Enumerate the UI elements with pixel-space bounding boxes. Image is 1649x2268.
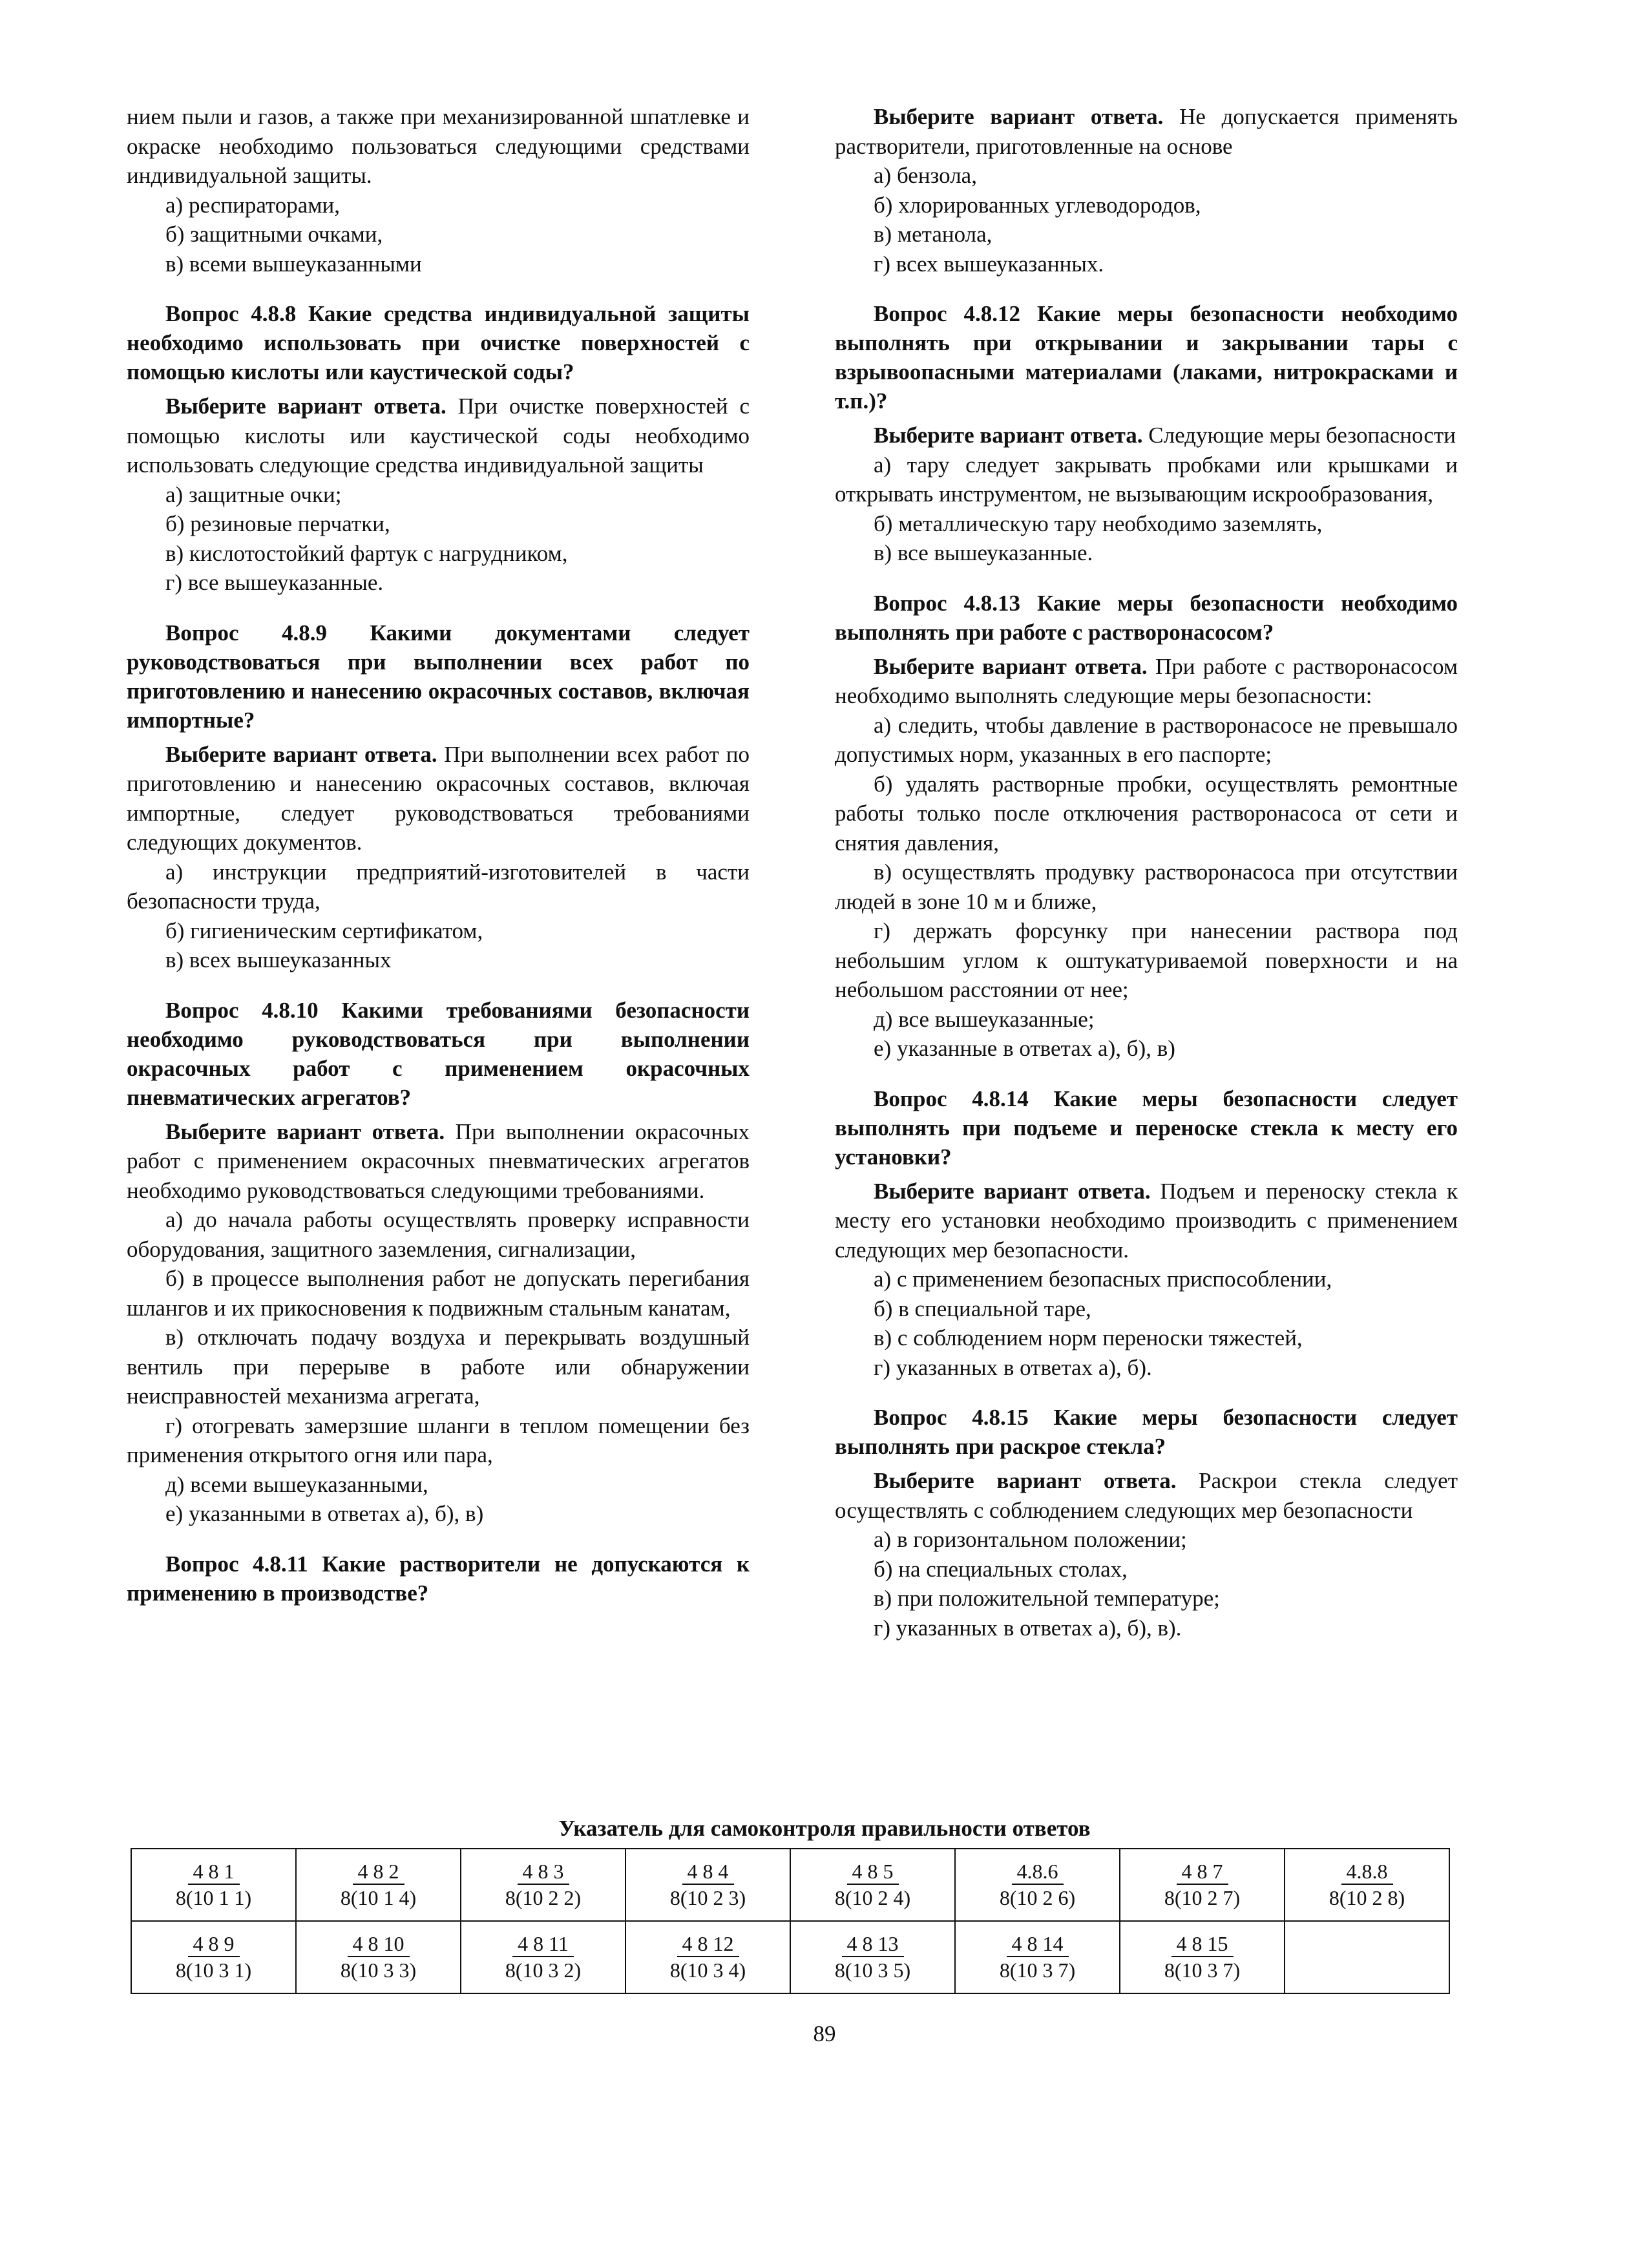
answer-paragraph — [835, 102, 1458, 161]
answer-text: При работе с растворонасосом необходимо выполнять следующие меры безопасности: — [835, 653, 1458, 708]
text-columns — [127, 102, 1458, 1643]
table-cell — [131, 1921, 296, 1993]
question-number: 4.8.8 — [1341, 1859, 1393, 1885]
table-cell — [1285, 1849, 1449, 1921]
question-number: 4 8 1 — [188, 1859, 240, 1885]
answer-option: д) всеми вышеуказанными, — [165, 1471, 428, 1497]
answer-lead: Выберите вариант ответа. — [874, 104, 1164, 129]
answer-option: в) отключать подачу воздуха и перекрывать воздушный вентиль при перерыве в работе или обнаружении неисправностей механизма агрегата, — [127, 1325, 750, 1409]
answer-option: г) указанных в ответах а), б), в). — [874, 1615, 1182, 1641]
page-number: 89 — [813, 2021, 836, 2046]
answer-option: а) тару следует закрывать пробками или крышками и открывать инструментом, не вызывающим искрообразования, — [835, 452, 1458, 507]
answer-lead: Выберите вариант ответа. — [874, 1468, 1177, 1493]
answer-text: Не допускается применять растворители, приготовленные на основе — [835, 104, 1458, 159]
paragraph: нием пыли и газов, а также при механизированной шпатлевке и окраске необходимо пользоваться следующими средствами индивидуальной защиты. — [127, 104, 750, 188]
reference: 8(10 2 2) — [505, 1886, 582, 1909]
answer-paragraph — [127, 740, 750, 857]
table-cell — [461, 1849, 625, 1921]
answer-option: г) указанных в ответах а), б). — [874, 1354, 1152, 1380]
reference: 8(10 1 1) — [175, 1886, 252, 1909]
question-heading: Вопрос 4.8.14 Какие меры безопасности следует выполнять при подъеме и переноске стекла к месту его установки? — [835, 1086, 1458, 1170]
answer-option: г) всех вышеуказанных. — [874, 251, 1104, 277]
answer-text: Следующие меры безопасности — [1142, 423, 1456, 448]
question-number: 4 8 10 — [348, 1931, 410, 1957]
question-number: 4 8 7 — [1177, 1859, 1228, 1885]
question-number: 4 8 3 — [518, 1859, 569, 1885]
answer-text: При выполнении всех работ по приготовлению и нанесению окрасочных составов, включая импортные, следует руководствоваться требованиями следующих документов. — [127, 741, 750, 855]
answer-lead: Выберите вариант ответа. — [874, 1178, 1151, 1204]
table-cell — [131, 1849, 296, 1921]
answer-lead: Выберите вариант ответа. — [874, 653, 1148, 679]
question-number: 4 8 15 — [1171, 1931, 1234, 1957]
table-cell — [461, 1921, 625, 1993]
reference: 8(10 3 7) — [999, 1958, 1076, 1982]
answer-option: а) в горизонтальном положении; — [874, 1527, 1187, 1552]
answer-option: б) резиновые перчатки, — [165, 511, 390, 536]
left-column — [127, 102, 750, 1643]
question-number: 4 8 13 — [842, 1931, 904, 1957]
table-cell — [296, 1921, 461, 1993]
answer-text: При очистке поверхностей с помощью кислоты или каустической соды необходимо использовать следующие средства индивидуальной защиты — [127, 394, 750, 478]
table-cell — [296, 1849, 461, 1921]
answer-option: а) следить, чтобы давление в растворонасосе не превышало допустимых норм, указанных в его паспорте; — [835, 712, 1458, 767]
answer-paragraph — [835, 652, 1458, 711]
reference: 8(10 3 3) — [340, 1958, 417, 1982]
question-heading: Вопрос 4.8.10 Какими требованиями безопасности необходимо руководствоваться при выполнении окрасочных работ с применением окрасочных пневматических агрегатов? — [127, 997, 750, 1110]
answer-option: в) всеми вышеуказанными — [165, 251, 422, 277]
right-column — [835, 102, 1458, 1643]
reference: 8(10 1 4) — [340, 1886, 417, 1909]
table-cell — [625, 1921, 790, 1993]
answer-option: б) защитными очками, — [165, 222, 383, 247]
answer-option: а) с применением безопасных приспособлении, — [874, 1266, 1332, 1292]
reference: 8(10 2 4) — [834, 1886, 911, 1909]
question-number: 4 8 12 — [677, 1931, 739, 1957]
answer-option: д) все вышеуказанные; — [874, 1006, 1095, 1032]
reference: 8(10 3 2) — [505, 1958, 582, 1982]
reference: 8(10 2 8) — [1329, 1886, 1405, 1909]
answer-lead: Выберите вариант ответа. — [165, 1118, 445, 1144]
answer-key-title: Указатель для самоконтроля правильности ответов — [558, 1816, 1091, 1841]
answer-option: б) в процессе выполнения работ не допускать перегибания шлангов и их прикосновения к подвижным стальным канатам, — [127, 1266, 750, 1321]
answer-option: б) гигиеническим сертификатом, — [165, 918, 483, 943]
answer-option: б) в специальной таре, — [874, 1296, 1091, 1321]
answer-option: в) все вышеуказанные. — [874, 540, 1093, 565]
question-number: 4 8 11 — [512, 1931, 574, 1957]
reference: 8(10 2 6) — [999, 1886, 1076, 1909]
answer-option: е) указанными в ответах а), б), в) — [165, 1501, 484, 1526]
answer-paragraph — [835, 1177, 1458, 1265]
answer-option: б) хлорированных углеводородов, — [874, 192, 1201, 218]
answer-paragraph — [835, 1466, 1458, 1525]
answer-paragraph — [127, 392, 750, 480]
question-number: 4 8 4 — [682, 1859, 734, 1885]
reference: 8(10 3 7) — [1164, 1958, 1241, 1982]
answer-option: е) указанные в ответах а), б), в) — [874, 1036, 1175, 1061]
answer-text: Раскрои стекла следует осуществлять с соблюдением следующих мер безопасности — [835, 1468, 1458, 1523]
answer-option: а) респираторами, — [165, 192, 340, 218]
table-row — [131, 1849, 1449, 1921]
question-number: 4 8 9 — [188, 1931, 240, 1957]
answer-option: а) инструкции предприятий-изготовителей в части безопасности труда, — [127, 859, 750, 914]
answer-option: в) с соблюдением норм переноски тяжестей, — [874, 1325, 1303, 1350]
answer-paragraph — [127, 1117, 750, 1206]
empty-table-cell — [1285, 1921, 1449, 1993]
answer-option: а) бензола, — [874, 163, 977, 188]
question-heading: Вопрос 4.8.13 Какие меры безопасности необходимо выполнять при работе с растворонасосом? — [835, 590, 1458, 645]
answer-option: г) все вышеуказанные. — [165, 570, 384, 595]
table-cell — [790, 1921, 955, 1993]
answer-option: в) осуществлять продувку растворонасоса при отсутствии людей в зоне 10 м и ближе, — [835, 859, 1458, 914]
question-heading: Вопрос 4.8.12 Какие меры безопасности необходимо выполнять при открывании и закрывании тары с взрывоопасными материалами (лаками, нитрокрасками и т.п.)? — [835, 301, 1458, 414]
answer-key-table — [131, 1848, 1450, 1994]
table-cell — [1120, 1921, 1285, 1993]
answer-option: б) металлическую тару необходимо заземлять, — [874, 510, 1323, 536]
table-row — [131, 1921, 1449, 1993]
question-number: 4 8 14 — [1007, 1931, 1069, 1957]
answer-option: б) удалять растворные пробки, осуществлять ремонтные работы только после отключения растворонасоса от сети и снятия давления, — [835, 771, 1458, 856]
table-cell — [625, 1849, 790, 1921]
reference: 8(10 3 1) — [175, 1958, 252, 1982]
answer-option: г) держать форсунку при нанесении раствора под небольшим углом к оштукатуриваемой поверхности и на небольшом расстоянии от нее; — [835, 918, 1458, 1002]
answer-option: в) при положительной температуре; — [874, 1586, 1220, 1611]
answer-text: Подъем и переноску стекла к месту его установки необходимо производить с применением следующих мер безопасности. — [835, 1178, 1458, 1263]
reference: 8(10 3 5) — [834, 1958, 911, 1982]
answer-lead: Выберите вариант ответа. — [165, 394, 446, 419]
table-cell — [1120, 1849, 1285, 1921]
question-heading: Вопрос 4.8.8 Какие средства индивидуальной защиты необходимо использовать при очистке поверхностей с помощью кислоты или каустической соды? — [127, 301, 750, 384]
table-cell — [955, 1849, 1120, 1921]
answer-option: б) на специальных столах, — [874, 1556, 1128, 1582]
question-heading: Вопрос 4.8.9 Какими документами следует руководствоваться при выполнении всех работ по приготовлению и нанесению окрасочных составов, включая импортные? — [127, 620, 750, 733]
question-heading: Вопрос 4.8.11 Какие растворители не допускаются к применению в производстве? — [127, 1551, 750, 1606]
question-heading: Вопрос 4.8.15 Какие меры безопасности следует выполнять при раскрое стекла? — [835, 1405, 1458, 1459]
question-number: 4 8 5 — [847, 1859, 899, 1885]
reference: 8(10 2 7) — [1164, 1886, 1241, 1909]
reference: 8(10 2 3) — [669, 1886, 746, 1909]
answer-text: При выполнении окрасочных работ с применением окрасочных пневматических агрегатов необходимо руководствоваться следующими требованиями. — [127, 1118, 750, 1203]
answer-option: а) до начала работы осуществлять проверку исправности оборудования, защитного заземления, сигнализации, — [127, 1207, 750, 1262]
answer-option: в) кислотостойкий фартук с нагрудником, — [165, 540, 568, 566]
question-number: 4 8 2 — [353, 1859, 404, 1885]
answer-lead: Выберите вариант ответа. — [874, 423, 1143, 448]
reference: 8(10 3 4) — [669, 1958, 746, 1982]
answer-lead: Выберите вариант ответа. — [165, 741, 437, 767]
table-cell — [790, 1849, 955, 1921]
question-number: 4.8.6 — [1012, 1859, 1064, 1885]
answer-option: г) отогревать замерзшие шланги в теплом помещении без применения открытого огня или пара, — [127, 1412, 750, 1467]
answer-option: в) метанола, — [874, 222, 993, 247]
answer-option: а) защитные очки; — [165, 481, 342, 507]
table-cell — [955, 1921, 1120, 1993]
answer-paragraph — [835, 421, 1458, 450]
answer-option: в) всех вышеуказанных — [165, 947, 392, 972]
